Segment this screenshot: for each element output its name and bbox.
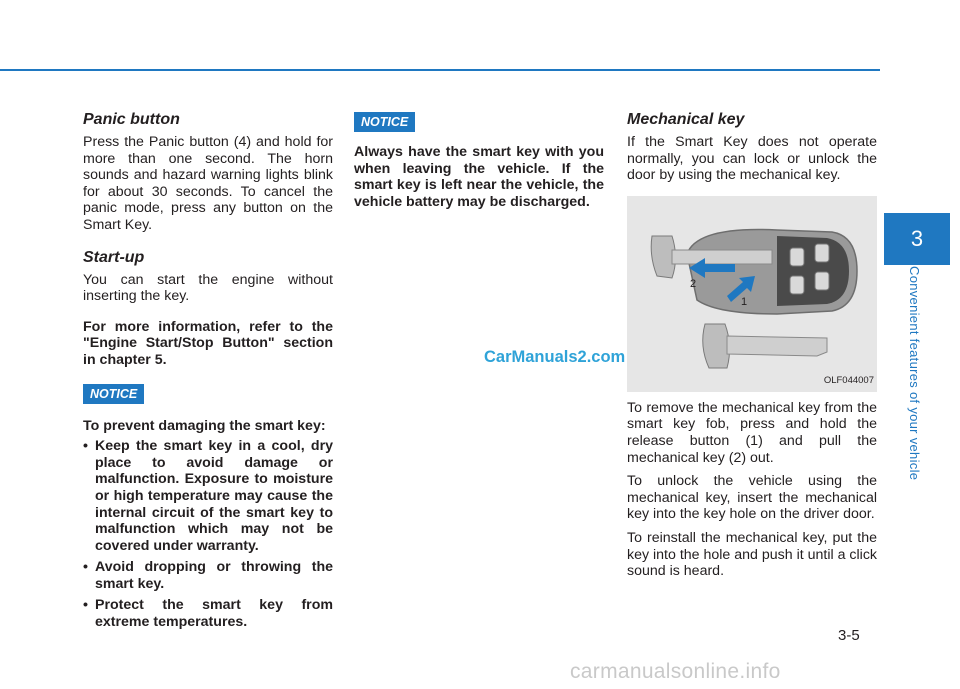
footer-watermark: carmanualsonline.info <box>570 660 781 683</box>
callout-label-1: 1 <box>741 295 748 308</box>
chapter-label: Convenient features of your vehicle <box>907 266 922 481</box>
notice-text: Always have the smart key with you when leaving the vehicle. If the smart key is left near the vehicle, the vehicle battery may be discharged. <box>354 144 604 210</box>
notice-badge: NOTICE <box>83 384 144 404</box>
page-number: 3-5 <box>838 627 860 644</box>
remove-key-text: To remove the mechanical key from the smart key fob, press and hold the release button (1) and pull the mechanical key (2) out. <box>627 399 877 466</box>
prevent-damage-heading: To prevent damaging the smart key: <box>83 417 326 434</box>
list-item: • Protect the smart key from extreme temperatures. <box>83 597 333 631</box>
watermark: CarManuals2.com <box>484 348 626 366</box>
top-rule <box>0 69 880 71</box>
notice-badge: NOTICE <box>354 112 415 132</box>
column-2 <box>354 110 604 217</box>
unlock-text: To unlock the vehicle using the mechanical key, insert the mechanical key into the key hole on the driver door. <box>627 473 877 523</box>
column-1 <box>83 110 333 636</box>
list-item: • Keep the smart key in a cool, dry place to avoid damage or malfunction. Exposure to moisture or high temperature may cause the internal circuit of the smart key to malfunction which may not be covered under warranty. <box>83 438 333 554</box>
bullet-list <box>83 438 333 631</box>
more-info-text: For more information, refer to the "Engine Start/Stop Button" section in chapter 5. <box>83 318 333 368</box>
reinstall-text: To reinstall the mechanical key, put the key into the hole and push it until a click sound is heard. <box>627 529 878 580</box>
column-3 <box>627 110 877 587</box>
mechanical-key-intro: If the Smart Key does not operate normally, you can lock or unlock the door by using the mechanical key. <box>627 134 877 184</box>
startup-text: You can start the engine without inserting the key. <box>83 271 333 305</box>
panic-button-heading: Panic button <box>83 111 180 128</box>
callout-label-2: 2 <box>690 277 697 290</box>
chapter-tab: 3 <box>884 213 950 265</box>
smart-key-illustration <box>627 196 877 392</box>
startup-heading: Start-up <box>83 248 145 266</box>
panic-button-text: Press the Panic button (4) and hold for more than one second. The horn sounds and hazard warning lights blink for about 30 seconds. To cancel the panic mode, press any button on the Smart Key. <box>83 134 333 233</box>
figure-code: OLF044007 <box>823 375 874 387</box>
mechanical-key-heading: Mechanical key <box>627 111 745 128</box>
list-item: • Avoid dropping or throwing the smart key. <box>83 559 333 592</box>
smart-key-figure <box>627 196 877 392</box>
